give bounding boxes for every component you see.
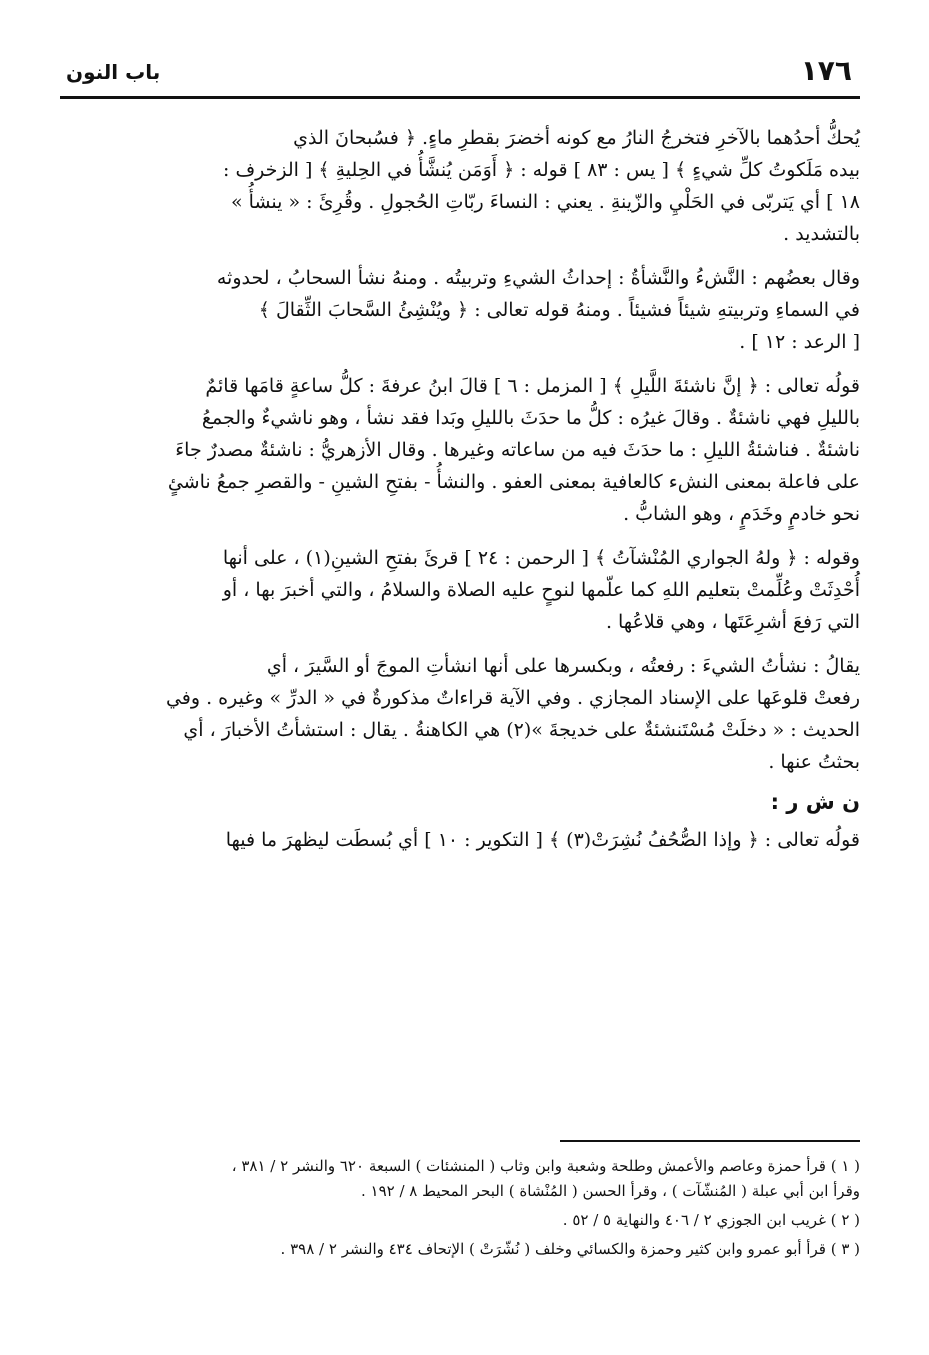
entry-heading: ن ش ر :: [770, 790, 860, 814]
header-rule: [60, 96, 860, 99]
chapter-title: باب النون: [66, 60, 161, 84]
page-header: [60, 54, 860, 94]
paragraph: قولُه تعالى : ﴿ وإذا الصُّحُفُ نُشِرَتْ(٣) ﴾ [ التكوير : ١٠ ] أي بُسطَت ليظهرَ ما فيها: [225, 829, 860, 851]
paragraph: وقوله : ﴿ ولهُ الجواري المُنْشآتُ ﴾ [ الرحمن : ٢٤ ] قرئَ بفتحِ الشينِ(١) ، على أنها أُحْدِثَتْ وعُلِّمتْ بتعليم اللهِ كما علّمها لنوحٍ عليه الصلاة والسلامُ ، والتي أخبرَ بها ، أو التي رَفعَ أشرِعَتَها ، وهي قلاعُها .: [222, 547, 860, 633]
paragraph: يقالُ : نشأتُ الشيءَ : رفعتُه ، وبكسرها على أنها انشأتِ الموجَ أو السَّيرَ ، أي رفعتْ قلوعَها على الإسناد المجازي . وفي الآية قراءاتٌ مذكورةٌ في « الدرِّ » وغيره . وفي الحديث : « دخلَتْ مُسْتَنشئةٌ على خديجةَ »(٢) هي الكاهنةُ . يقال : استشأتُ الأخبارَ ، أي بحثتُ عنها .: [165, 655, 860, 773]
footnote-divider: [560, 1140, 860, 1142]
footnote: ( ١ ) قرأ حمزة وعاصم والأعمش وطلحة وشعبة وابن وثاب ( المنشئات ) السبعة ٦٢٠ والنشر ٢ / ٣٨١ ، وقرأ ابن أبي عبلة ( المُنشّآت ) ، وقرأ الحسن ( المُنْشاة ) البحر المحيط ٨ / ١٩٢ .: [231, 1157, 860, 1200]
footnotes: [60, 1154, 860, 1266]
footnote: ( ٣ ) قرأ أبو عمرو وابن كثير وحمزة والكسائي وخلف ( نُشّرَتْ ) الإتحاف ٤٣٤ والنشر ٢ / ٣٩٨ .: [280, 1240, 860, 1258]
footnote: ( ٢ ) غريب ابن الجوزي ٢ / ٤٠٦ والنهاية ٥ / ٥٢ .: [562, 1211, 860, 1229]
book-page: [60, 54, 860, 1334]
page-number: ١٧٦: [800, 54, 852, 87]
paragraph: قولُه تعالى : ﴿ إنَّ ناشئةَ اللَّيلِ ﴾ [ المزمل : ٦ ] قالَ ابنُ عرفةَ : كلُّ ساعةٍ قامَها قائمٌ بالليلِ فهي ناشئةٌ . وقالَ غيرُه : كلُّ ما حدَثَ بالليلِ وبَدا فقد نشأ ، وهو ناشيءٌ والجمعُ ناشئةٌ . فناشئةُ الليلِ : ما حدَثَ فيه من ساعاته وغيرها . وقال الأزهريُّ : ناشئةٌ مصدرٌ جاءَ على فاعلة بمعنى النشء كالعافية بمعنى العفو . والنشأُ - بفتحِ الشينِ - والقصرِ جمعُ ناشئٍ نحو خادمٍ وخَدَمٍ ، وهو الشابُّ .: [167, 375, 860, 525]
paragraph: وقال بعضُهم : النَّشءُ والنَّشأةُ : إحداثُ الشيءِ وتربيتُه . ومنهُ نشأ السحابُ ، لحدوثه في السماءِ وتربيتهِ شيئاً فشيئاً . ومنهُ قوله تعالى : ﴿ ويُنْشِئُ السَّحابَ الثِّقالَ ﴾ [ الرعد : ١٢ ] .: [216, 267, 860, 353]
page-body: [60, 122, 860, 868]
paragraph: يُحكُّ أحدُهما بالآخرِ فتخرجُ النارُ مع كونه أخضرَ بقطرِ ماءٍ. ﴿ فسُبحانَ الذي بيده مَلَكوتُ كلِّ شيءٍ ﴾ [ يس : ٨٣ ] قوله : ﴿ أَوَمَن يُنشَّأُ في الحِليةِ ﴾ [ الزخرف : ١٨ ] أي يَتربّى في الحَلْيِ والزّينةِ . يعني : النساءَ ربّاتِ الحُجولِ . وقُرِئَ : « ينشأُ » بالتشديد .: [223, 127, 860, 245]
